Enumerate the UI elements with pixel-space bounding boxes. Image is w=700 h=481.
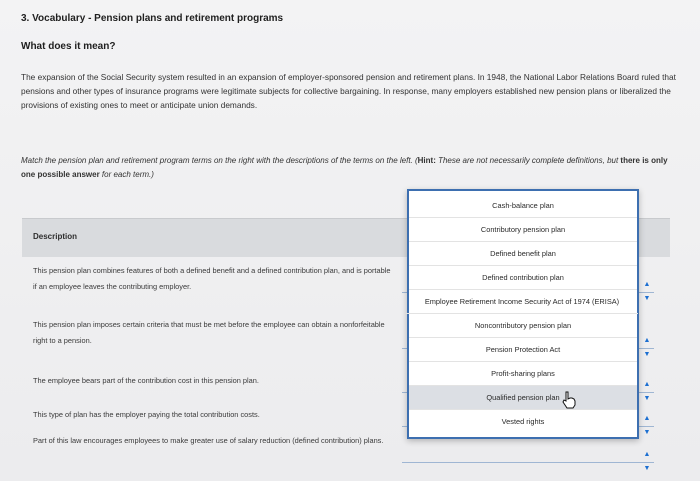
dropdown-option[interactable]: Vested rights: [501, 417, 545, 426]
row-description: The employee bears part of the contribution cost in this pension plan.: [33, 376, 259, 385]
row-description: This pension plan imposes certain criteria that must be met before the employee can obtain a nonforfeitable right to a pension.: [33, 320, 385, 345]
description-header: Description: [33, 232, 78, 241]
instructions-text: Match the pension plan and retirement program terms on the right with the descriptions of the terms on the left. (: [21, 156, 418, 165]
dropdown-option[interactable]: Employee Retirement Income Security Act of 1974 (ERISA): [406, 290, 638, 314]
dropdown-option[interactable]: Profit-sharing plans: [409, 362, 637, 386]
instructions: [21, 154, 681, 182]
row-description: Part of this law encourages employees to make greater use of salary reduction (defined contribution) plans.: [33, 436, 384, 445]
section-subhead: What does it mean?: [21, 41, 116, 52]
dropdown-option[interactable]: Defined contribution plan: [409, 266, 637, 290]
dropdown-option[interactable]: Contributory pension plan: [409, 218, 637, 242]
dropdown-arrow-icon[interactable]: ▲ ▼: [643, 451, 651, 472]
hint-bold: there is only one possible answer: [21, 156, 668, 179]
hint-text: These are not necessarily complete definitions, but: [435, 156, 621, 165]
dropdown-arrow-icon[interactable]: ▲ ▼: [643, 415, 651, 436]
dropdown-option[interactable]: Pension Protection Act: [409, 338, 637, 362]
dropdown-arrow-icon[interactable]: ▲ ▼: [643, 337, 651, 358]
intro-paragraph: The expansion of the Social Security system resulted in an expansion of employer-sponsored pension and retirement plans. In 1948, the National Labor Relations Board ruled that pensions and other types of insurance programs were legitimate subjects for collective bargaining. In response, many employers established new pension plans or liberalized the provisions of existing ones to meet or anticipate union demands.: [21, 72, 676, 110]
dropdown-arrow-icon[interactable]: ▲ ▼: [643, 281, 651, 302]
row-description: This pension plan combines features of both a defined benefit and a defined contribution plan, and is portable if an employee leaves the contributing employer.: [33, 266, 391, 291]
hint-label: Hint:: [417, 156, 436, 165]
table-row: [22, 433, 670, 475]
dropdown-option-highlighted[interactable]: Qualified pension plan: [409, 386, 637, 410]
dropdown-option[interactable]: Defined benefit plan: [409, 242, 637, 266]
dropdown-option[interactable]: Cash-balance plan: [409, 194, 637, 218]
dropdown-option[interactable]: Noncontributory pension plan: [409, 314, 637, 338]
dropdown-arrow-icon[interactable]: ▲ ▼: [643, 381, 651, 402]
hand-cursor-icon: [561, 391, 577, 409]
hint-end: for each term.): [99, 170, 154, 179]
answer-select[interactable]: [402, 445, 654, 472]
row-description: This type of plan has the employer paying the total contribution costs.: [33, 410, 260, 419]
answer-dropdown-list[interactable]: [407, 189, 639, 439]
page-title: 3. Vocabulary - Pension plans and retirement programs: [21, 13, 284, 24]
